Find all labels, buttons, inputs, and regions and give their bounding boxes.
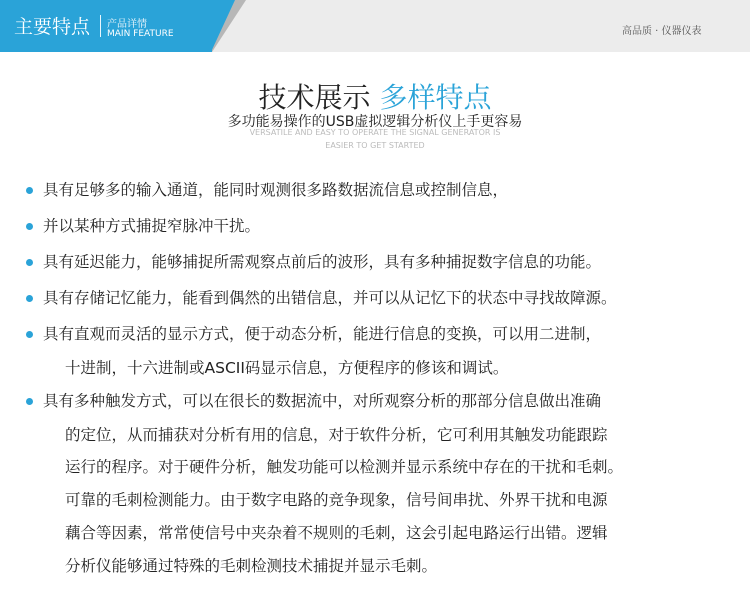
- hero-title-main: 技术展示: [258, 81, 371, 114]
- header-subtitle-en: MAIN FEATURE: [107, 29, 174, 39]
- feature-text: 藕合等因素，常常使信号中夹杂着不规则的毛刺，这会引起电路运行出错。逻辑: [65, 524, 608, 542]
- header-tagline: 高品质 · 仪器仪表: [622, 26, 702, 37]
- feature-text: 的定位，从而捕获对分析有用的信息，对于软件分析，它可利用其触发功能跟踪: [65, 426, 608, 444]
- header-bar: [0, 0, 750, 52]
- header-divider: [100, 15, 101, 37]
- feature-text: 具有延迟能力，能够捕捉所需观察点前后的波形，具有多种捕捉数字信息的功能。: [43, 253, 602, 271]
- bullet-dot-icon: [26, 223, 33, 230]
- feature-text: 运行的程序。对于硬件分析，触发功能可以检测并显示系统中存在的干扰和毛刺。: [65, 458, 624, 476]
- bullet-dot-icon: [26, 295, 33, 302]
- bullet-dot-icon: [26, 331, 33, 338]
- feature-text: 具有存储记忆能力，能看到偶然的出错信息，并可以从记忆下的状态中寻找故障源。: [43, 289, 617, 307]
- feature-text: 具有多种触发方式，可以在很长的数据流中，对所观察分析的那部分信息做出准确: [43, 392, 602, 410]
- feature-text: 分析仪能够通过特殊的毛刺检测技术捕捉并显示毛刺。: [65, 557, 438, 575]
- header-title: 主要特点: [14, 16, 91, 38]
- feature-text: 并以某种方式捕捉窄脉冲干扰。: [43, 217, 261, 235]
- bullet-dot-icon: [26, 187, 33, 194]
- bullet-dot-icon: [26, 259, 33, 266]
- header-tab-corner: [211, 0, 235, 52]
- hero-section: [0, 72, 750, 162]
- hero-subtitle: 多功能易操作的USB虚拟逻辑分析仪上手更容易: [227, 114, 523, 130]
- hero-title-highlight: 多样特点: [379, 81, 492, 114]
- bullet-dot-icon: [26, 398, 33, 405]
- hero-title: [0, 76, 750, 116]
- hero-english-line-2: EASIER TO GET STARTED: [325, 141, 425, 150]
- hero-english-line-1: VERSATILE AND EASY TO OPERATE THE SIGNAL GENERATOR IS: [249, 128, 501, 137]
- feature-text: 可靠的毛刺检测能力。由于数字电路的竞争现象，信号间串扰、外界干扰和电源: [65, 491, 608, 509]
- feature-text: 具有直观而灵活的显示方式，便于动态分析，能进行信息的变换，可以用二进制，: [43, 325, 602, 343]
- feature-text: 具有足够多的输入通道，能同时观测很多路数据流信息或控制信息，: [43, 181, 509, 199]
- feature-text: 十进制，十六进制或ASCII码显示信息，方便程序的修该和调试。: [65, 359, 509, 377]
- header-subtitle-cn: 产品详情: [107, 19, 147, 30]
